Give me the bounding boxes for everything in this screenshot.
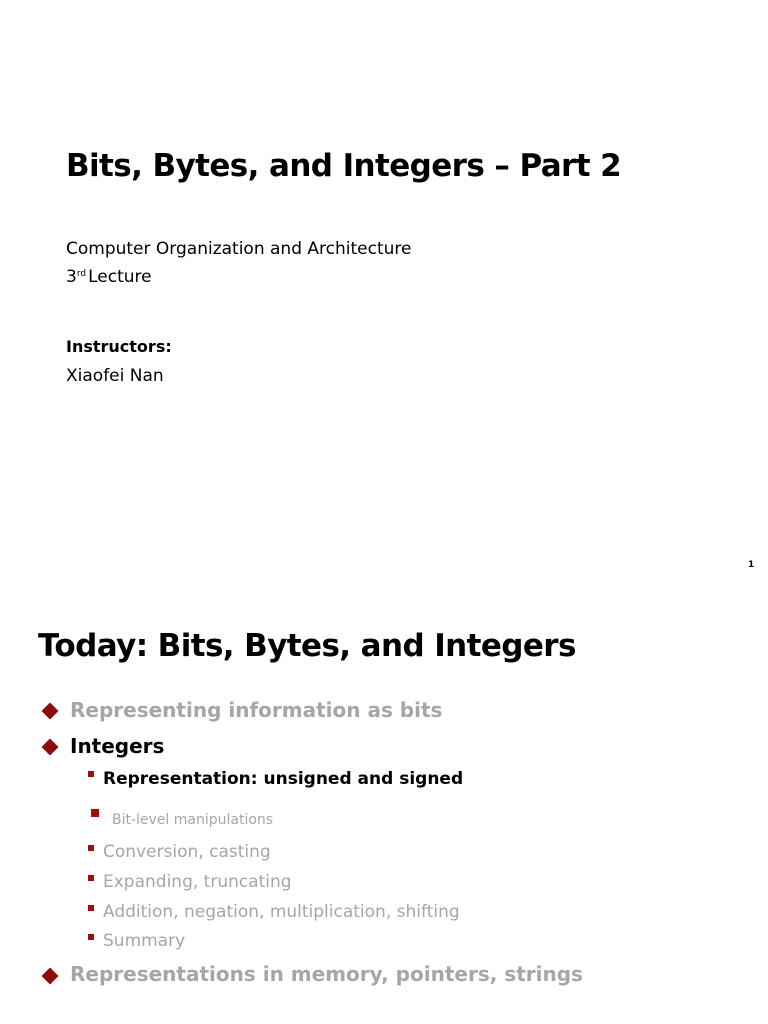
diamond-bullet-icon xyxy=(42,739,59,756)
course-name: Computer Organization and Architecture xyxy=(66,239,412,259)
square-bullet-icon xyxy=(88,845,94,851)
lecture-word: Lecture xyxy=(88,267,152,287)
list-item: Integers xyxy=(70,734,165,758)
list-item: Addition, negation, multiplication, shifting xyxy=(103,902,460,922)
square-bullet-icon xyxy=(88,905,94,911)
page-number: 1 xyxy=(748,560,755,570)
diamond-bullet-icon xyxy=(42,968,59,985)
square-bullet-icon xyxy=(91,809,99,817)
instructors-label: Instructors: xyxy=(66,337,172,356)
instructor-name: Xiaofei Nan xyxy=(66,366,164,386)
agenda-slide xyxy=(0,588,768,1024)
square-bullet-icon xyxy=(88,875,94,881)
list-item: Representation: unsigned and signed xyxy=(103,769,464,789)
diamond-bullet-icon xyxy=(42,703,59,720)
list-item: Representations in memory, pointers, strings xyxy=(70,962,583,986)
square-bullet-icon xyxy=(88,771,94,777)
square-bullet-icon xyxy=(88,934,94,940)
list-item: Bit-level manipulations xyxy=(112,812,274,828)
lecture-number xyxy=(66,267,152,287)
slide-title: Bits, Bytes, and Integers – Part 2 xyxy=(66,148,622,184)
list-item: Summary xyxy=(103,931,186,951)
lecture-number-value: 3 xyxy=(66,267,77,287)
list-item: Expanding, truncating xyxy=(103,872,292,892)
lecture-ordinal-suffix: rd xyxy=(76,269,87,279)
list-item: Conversion, casting xyxy=(103,842,271,862)
list-item: Representing information as bits xyxy=(70,698,443,722)
slide-title: Today: Bits, Bytes, and Integers xyxy=(38,628,576,664)
